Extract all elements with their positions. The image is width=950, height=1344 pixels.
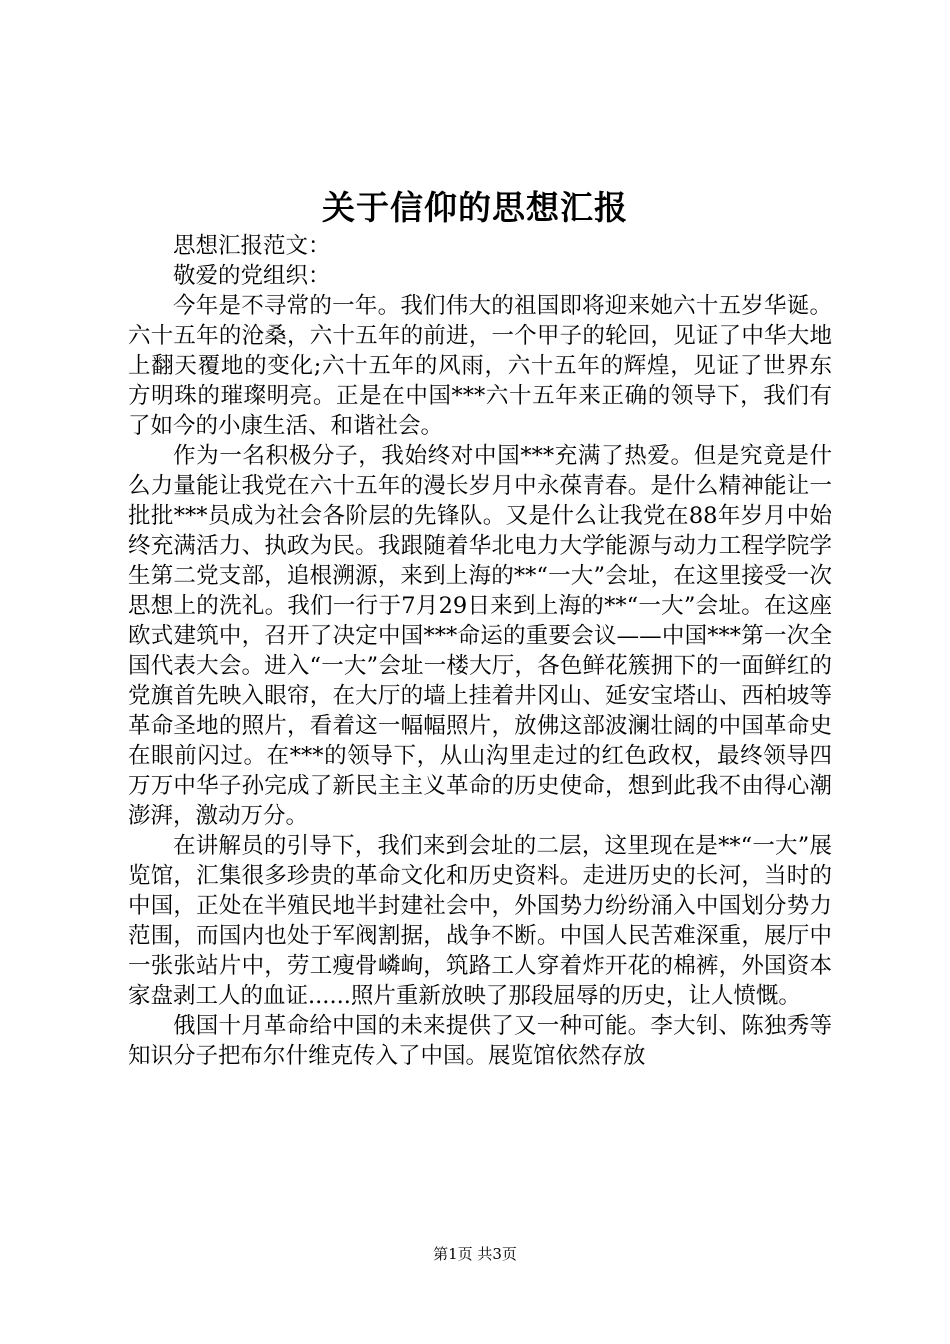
document-title: 关于信仰的思想汇报: [322, 188, 628, 227]
page-number-footer: 第1页 共3页: [433, 1245, 517, 1263]
paragraph: 今年是不寻常的一年。我们伟大的祖国即将迎来她六十五岁华诞。六十五年的沧桑，六十五年的前进，一个甲子的轮回，见证了中华大地上翻天覆地的变化;六十五年的风雨，六十五年的辉煌，见证了世界东方明珠的璀璨明亮。正是在中国***六十五年来正确的领导下，我们有了如今的小康生活、和谐社会。: [128, 293, 832, 439]
document-body: [128, 231, 832, 1071]
paragraph-heading: 思想汇报范文：: [173, 233, 331, 259]
paragraph-salutation: 敬爱的党组织：: [173, 263, 331, 289]
paragraph: 在讲解员的引导下，我们来到会址的二层，这里现在是**“一大”展览馆，汇集很多珍贵的革命文化和历史资料。走进历史的长河，当时的中国，正处在半殖民地半封建社会中，外国势力纷纷涌入中国划分势力范围，而国内也处于军阀割据，战争不断。中国人民苦难深重，展厅中一张张站片中，劳工瘦骨嶙峋，筑路工人穿着炸开花的棉裤，外国资本家盘剥工人的血证......照片重新放映了那段屈辱的历史，让人愤慨。: [128, 833, 832, 1009]
paragraph: 作为一名积极分子，我始终对中国***充满了热爱。但是究竟是什么力量能让我党在六十五年的漫长岁月中永葆青春。是什么精神能让一批批***员成为社会各阶层的先锋队。又是什么让我党在88年岁月中始终充满活力、执政为民。我跟随着华北电力大学能源与动力工程学院学生第二党支部，追根溯源，来到上海的**“一大”会址，在这里接受一次思想上的洗礼。我们一行于7月29日来到上海的**“一大”会址。在这座欧式建筑中，召开了决定中国***命运的重要会议——中国***第一次全国代表大会。进入“一大”会址一楼大厅，各色鲜花簇拥下的一面鲜红的党旗首先映入眼帘，在大厅的墙上挂着井冈山、延安宝塔山、西柏坡等革命圣地的照片，看着这一幅幅照片，放佛这部波澜壮阔的中国革命史在眼前闪过。在***的领导下，从山沟里走过的红色政权，最终领导四万万中华子孙完成了新民主主义革命的历史使命，想到此我不由得心潮澎湃，激动万分。: [128, 443, 832, 829]
paragraph: 俄国十月革命给中国的未来提供了又一种可能。李大钊、陈独秀等知识分子把布尔什维克传入了中国。展览馆依然存放: [128, 1013, 832, 1069]
